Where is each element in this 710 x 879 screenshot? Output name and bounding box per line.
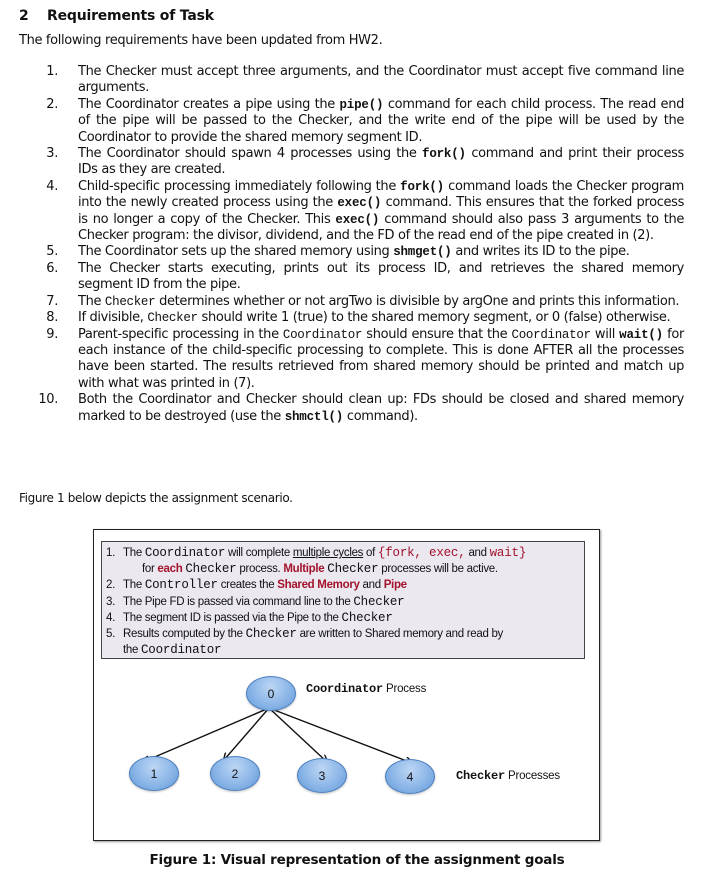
text-run: Child-specific processing immediately following the <box>78 178 401 194</box>
requirement-number: 6. <box>46 260 58 276</box>
text-run: (false) otherwise. <box>559 310 671 326</box>
text-run: Multiple <box>283 563 325 576</box>
requirement-number: 10. <box>38 392 58 408</box>
figure-caption: Figure 1: Visual representation of the assignment goals <box>149 852 565 868</box>
text-run: (true) to the shared memory segment, or <box>288 310 552 326</box>
text-run: should ensure that the <box>362 326 512 342</box>
text-run: will <box>590 326 620 342</box>
requirement-number: 2. <box>46 96 58 112</box>
requirement-item <box>36 97 684 146</box>
text-run: will complete <box>225 547 293 559</box>
text-run: Both the Coordinator and Checker should clean up: FDs should be closed and shared memory marked to be destroyed (use the <box>78 392 684 424</box>
arrow-to-node-1 <box>143 708 269 762</box>
text-run: are written to Shared memory and read by <box>296 628 503 641</box>
text-run: command and print their process IDs as they are created. <box>78 146 684 178</box>
figure-box <box>93 529 600 841</box>
requirement-item <box>36 294 684 310</box>
text-run: The <box>78 293 105 309</box>
text-run: the <box>123 644 141 657</box>
text-run: command for each child process. The read end of the pipe will be passed to the Checker, and the write end of the pipe will be used by the Coordinator to provide the shared memory segment ID. <box>78 96 684 145</box>
text-run: {fork, exec, <box>377 546 466 560</box>
arrow-to-node-4 <box>269 708 412 763</box>
coordinator-label: Coordinator Process <box>306 682 427 696</box>
text-run: AFTER <box>533 342 574 358</box>
checker-node-2: 2 <box>210 756 260 791</box>
requirement-number: 4. <box>46 178 58 194</box>
text-run: command. This ensures that the forked process is no longer a copy of the Checker. This <box>78 195 684 227</box>
text-run: shmctl() <box>284 409 344 424</box>
checker-node-1: 1 <box>129 756 179 791</box>
arrow-to-node-3 <box>269 708 327 762</box>
text-run: wait() <box>619 327 663 342</box>
text-run: 0 <box>551 310 560 326</box>
text-run: process. <box>236 563 284 576</box>
text-run: Checker <box>353 594 405 609</box>
text-run: Controller <box>144 578 218 593</box>
text-run: of <box>363 547 378 559</box>
text-run: and <box>465 547 490 559</box>
text-run: The Checker must accept <box>78 64 243 79</box>
section-intro: The following requirements have been updated from HW2. <box>19 33 383 48</box>
text-run: Checker <box>147 311 198 326</box>
text-run: 1 <box>281 310 289 326</box>
requirement-item <box>36 310 684 326</box>
text-run: shmget() <box>393 245 452 260</box>
info-item-number: 2. <box>106 579 115 592</box>
text-run: The Coordinator creates a pipe using the <box>78 96 340 112</box>
requirement-item <box>36 392 684 425</box>
text-run: Checker <box>185 562 237 577</box>
text-run: exec() <box>337 196 382 211</box>
text-run: processes will be active. <box>378 563 498 576</box>
text-run: command). <box>343 408 418 424</box>
text-run: The Checker starts executing, prints out its process ID, and retrieves the shared memory segment ID from the pipe. <box>78 260 684 293</box>
requirement-item <box>36 261 684 294</box>
text-run: Shared Memory <box>277 579 360 592</box>
text-run: Coordinator <box>511 327 591 342</box>
text-run: each <box>157 563 183 576</box>
info-item-number: 1. <box>106 547 115 559</box>
text-run: Checker <box>245 627 297 642</box>
requirement-number: 7. <box>46 293 58 309</box>
text-run: The Coordinator sets up the shared memory using <box>78 244 394 260</box>
section-title: Requirements of Task <box>47 8 214 24</box>
requirement-number: 8. <box>46 310 58 326</box>
coordinator-node: 0 <box>246 676 296 711</box>
text-run: Checker <box>341 610 393 625</box>
text-run: The segment ID is passed via the Pipe to the <box>123 611 342 624</box>
text-run: three <box>242 64 276 79</box>
section-heading <box>19 8 214 24</box>
text-run: all the processes have been started. The results retrieved from shared memory should be printed and match up with what was printed in (7). <box>78 342 684 391</box>
text-run: Checker <box>327 562 379 577</box>
text-run: and writes its ID to the pipe. <box>451 244 630 260</box>
text-run: exec() <box>335 212 380 227</box>
requirement-number: 9. <box>46 326 58 342</box>
text-run: Coordinator <box>144 546 226 560</box>
text-run: Pipe <box>383 579 407 592</box>
requirement-item <box>36 327 684 393</box>
figure-intro: Figure 1 below depicts the assignment scenario. <box>19 491 293 505</box>
requirement-item <box>36 244 684 260</box>
text-run: Checker <box>104 294 156 309</box>
requirement-item <box>36 146 684 179</box>
text-run: multiple cycles <box>292 547 364 559</box>
arrow-to-node-2 <box>224 708 269 760</box>
requirement-number: 1. <box>46 64 58 79</box>
text-run: determines whether or not argTwo is divisible by argOne and prints this information. <box>155 293 680 309</box>
requirement-item <box>36 179 684 245</box>
info-item-number: 4. <box>106 611 115 624</box>
text-run: fork() <box>400 179 444 194</box>
checker-node-4: 4 <box>385 759 435 794</box>
text-run: wait} <box>489 546 527 560</box>
requirement-number: 3. <box>46 146 58 162</box>
text-run: Parent-specific processing in the <box>78 326 283 342</box>
text-run: creates the <box>217 579 278 592</box>
text-run: for each instance of the child-specific processing to complete. This is done <box>78 326 684 358</box>
info-item-number: 5. <box>106 628 115 641</box>
text-run: The <box>123 547 145 559</box>
text-run: The Coordinator should spawn 4 processes using the <box>78 146 423 162</box>
text-run: arguments, and the Coordinator must accept five command line arguments. <box>78 64 684 96</box>
text-run: pipe() <box>339 97 384 112</box>
text-run: The Pipe FD is passed via command line to the <box>123 595 354 608</box>
text-run: Coordinator <box>140 643 222 658</box>
text-run: fork() <box>422 147 466 162</box>
text-run: Coordinator <box>282 327 363 342</box>
requirement-item <box>36 64 684 97</box>
requirement-number: 5. <box>46 244 58 260</box>
process-tree-diagram <box>94 530 599 840</box>
section-number: 2 <box>19 8 29 24</box>
checker-label: Checker Processes <box>456 769 560 783</box>
text-run: The <box>123 579 145 592</box>
checker-node-3: 3 <box>297 758 347 793</box>
text-run: command loads the Checker program into the newly created process using the <box>78 178 684 211</box>
text-run: for <box>142 563 158 576</box>
text-run: and <box>359 579 384 592</box>
fork-arrows <box>143 708 412 763</box>
text-run: If divisible, <box>78 310 148 326</box>
requirements-list <box>36 64 684 425</box>
text-run: command should also pass 3 arguments to the Checker program: the divisor, dividend, and the FD of the read end of the pipe created in (2). <box>78 211 684 244</box>
info-item-number: 3. <box>106 595 115 608</box>
text-run: should write <box>197 310 282 326</box>
text-run: Results computed by the <box>123 628 246 641</box>
